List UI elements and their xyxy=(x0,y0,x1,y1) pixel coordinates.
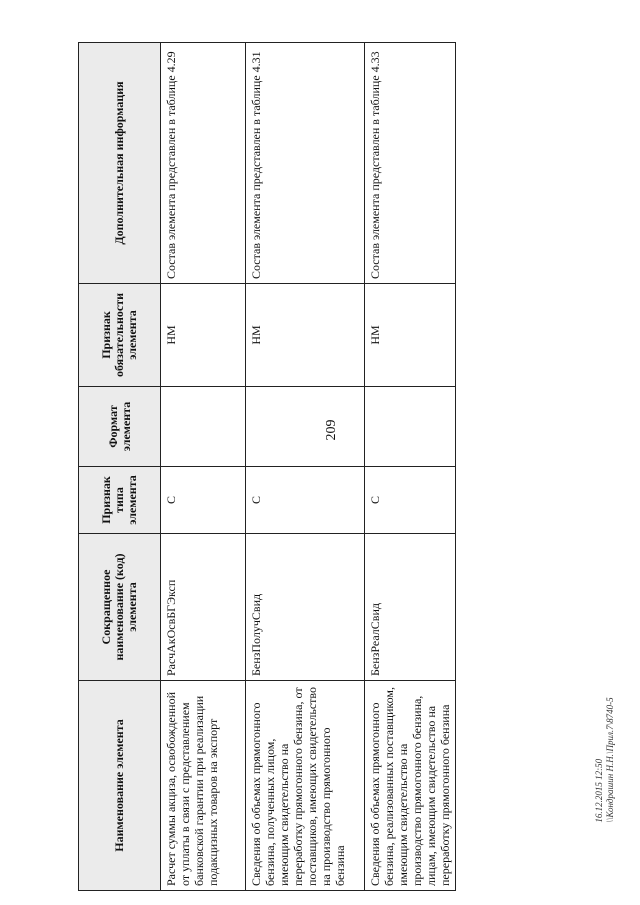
cell-additional-info: Состав элемента представлен в таблице 4.33 xyxy=(365,43,456,284)
stamp-date: 16.12.2015 12:50 xyxy=(594,758,604,823)
stamp-path: \\Кондрашин Н.Н.\Прил.7\8740-5 xyxy=(605,697,615,823)
header-element-format: Формат элемента xyxy=(79,387,161,467)
data-table-container xyxy=(78,43,452,891)
table-row xyxy=(161,43,246,891)
cell-element-code: БензРеалСвид xyxy=(365,534,456,681)
file-stamp xyxy=(594,697,616,822)
cell-element-format xyxy=(246,387,365,467)
cell-element-format xyxy=(365,387,456,467)
cell-element-type: С xyxy=(246,467,365,534)
cell-element-required: НМ xyxy=(161,284,246,387)
cell-element-type: С xyxy=(161,467,246,534)
cell-element-required: НМ xyxy=(365,284,456,387)
cell-element-name: Сведения об объемах прямогонного бензина, полученных лицом, имеющим свидетельство на переработку прямогонного бензина, от поставщиков, имеющих свидетельство на производство прямогонного бензина xyxy=(246,681,365,891)
header-element-required: Признак обязательности элемента xyxy=(79,284,161,387)
cell-additional-info: Состав элемента представлен в таблице 4.31 xyxy=(246,43,365,284)
header-element-name: Наименование элемента xyxy=(79,681,161,891)
table-row xyxy=(246,43,365,891)
cell-element-code: БензПолучСвид xyxy=(246,534,365,681)
header-element-code: Сокращенное наименование (код) элемента xyxy=(79,534,161,681)
header-element-type: Признак типа элемента xyxy=(79,467,161,534)
header-additional-info: Дополнительная информация xyxy=(79,43,161,284)
cell-additional-info: Состав элемента представлен в таблице 4.29 xyxy=(161,43,246,284)
cell-element-required: НМ xyxy=(246,284,365,387)
elements-table xyxy=(78,42,456,891)
cell-element-name: Расчет суммы акциза, освобожденной от уплаты в связи с представлением банковской гарантии при реализации подакцизных товаров на экспорт xyxy=(161,681,246,891)
table-row xyxy=(365,43,456,891)
cell-element-type: С xyxy=(365,467,456,534)
cell-element-code: РасчАкОсвБГЭксп xyxy=(161,534,246,681)
cell-element-format xyxy=(161,387,246,467)
cell-element-name: Сведения об объемах прямогонного бензина, реализованных поставщиком, имеющим свидетельство на производство прямогонного бензина, лицам, имеющим свидетельство на переработку прямогонного бензина xyxy=(365,681,456,891)
table-header-row xyxy=(79,43,161,891)
page-number: 209 xyxy=(324,419,339,441)
